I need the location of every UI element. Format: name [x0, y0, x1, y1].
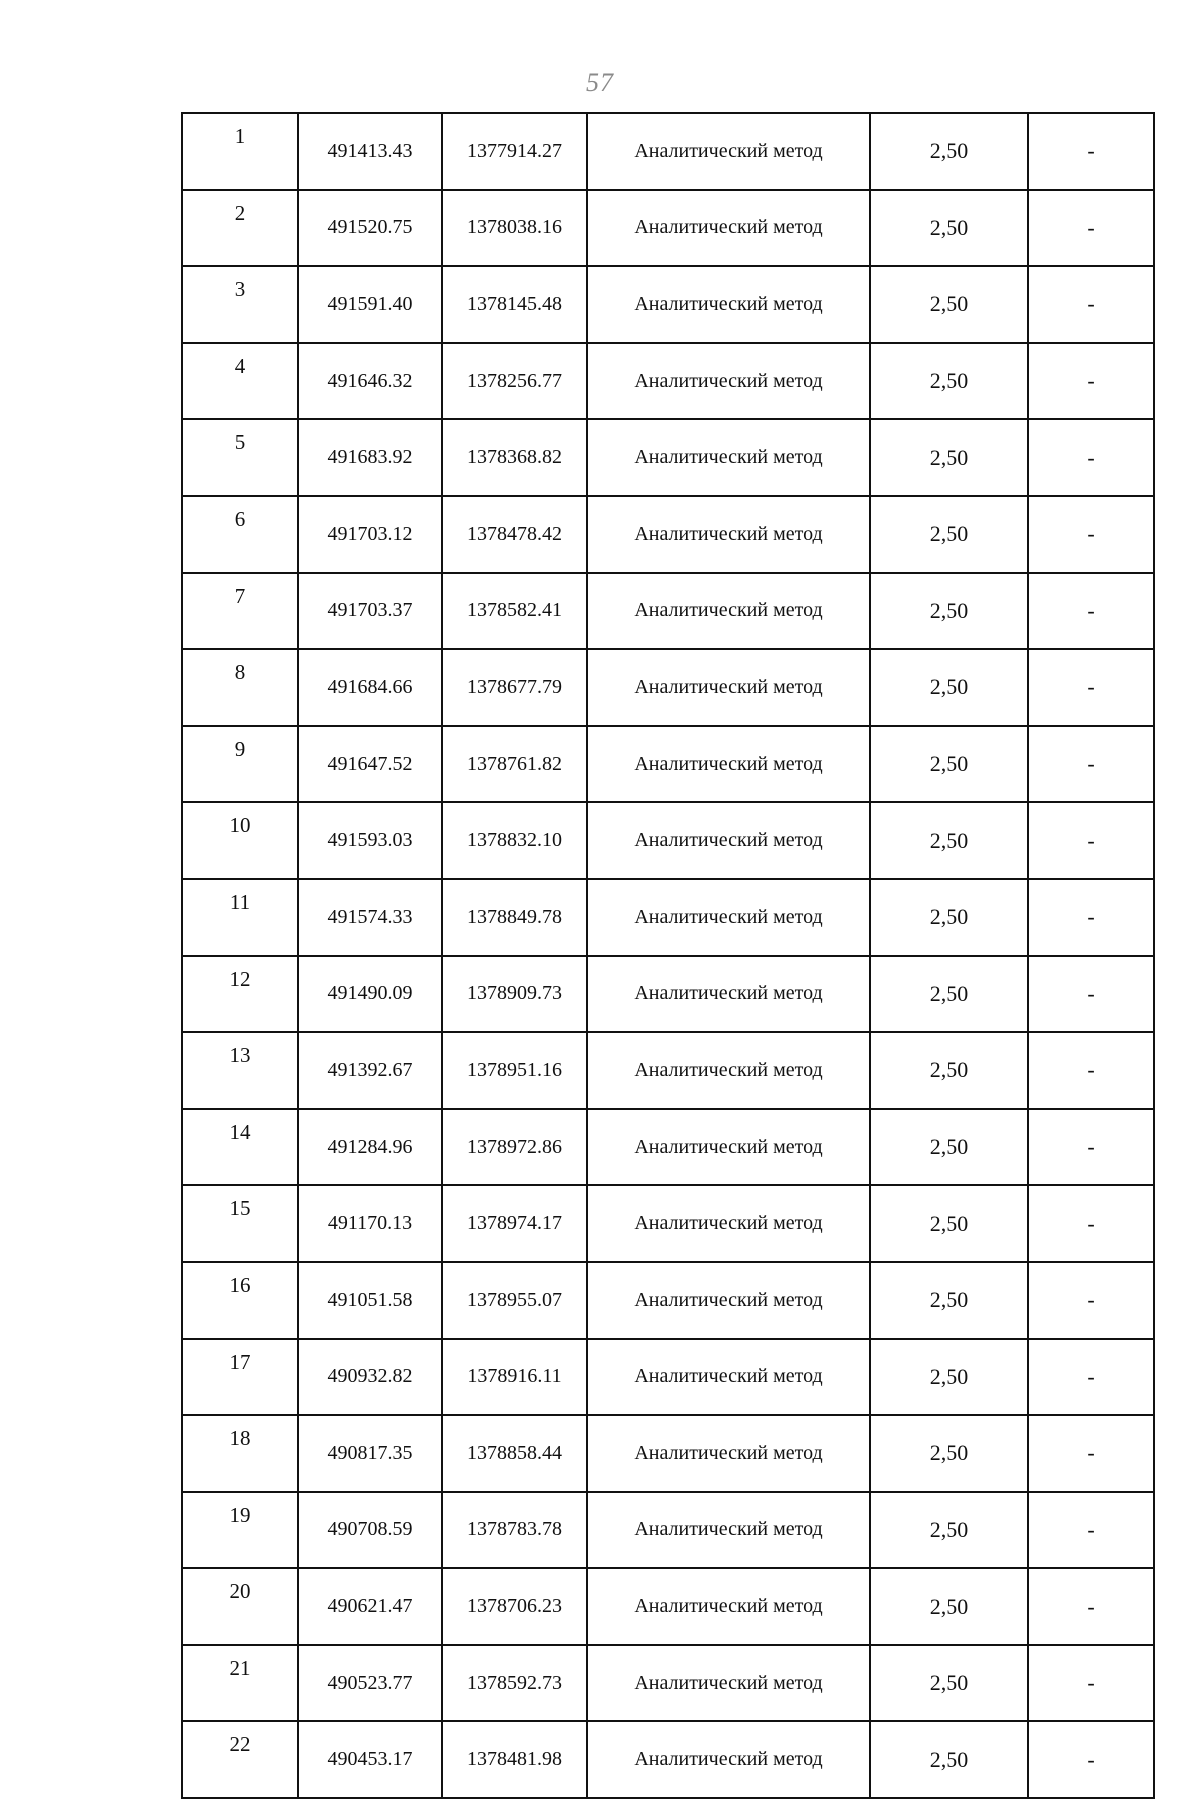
table-row	[182, 1415, 1154, 1492]
y-coordinate-cell: 1378761.82	[442, 726, 587, 803]
accuracy-cell: 2,50	[870, 1262, 1028, 1339]
x-coordinate-cell: 491683.92	[298, 419, 442, 496]
note-cell: -	[1028, 649, 1154, 726]
table-row	[182, 1339, 1154, 1416]
table-row	[182, 726, 1154, 803]
note-cell: -	[1028, 726, 1154, 803]
y-coordinate-cell: 1378478.42	[442, 496, 587, 573]
table-row	[182, 649, 1154, 726]
table-row	[182, 879, 1154, 956]
method-cell: Аналитический метод	[587, 1645, 870, 1722]
note-cell: -	[1028, 879, 1154, 956]
point-number-cell: 22	[182, 1721, 298, 1798]
method-cell: Аналитический метод	[587, 879, 870, 956]
x-coordinate-cell: 491520.75	[298, 190, 442, 267]
y-coordinate-cell: 1378145.48	[442, 266, 587, 343]
point-number-cell: 17	[182, 1339, 298, 1416]
method-cell: Аналитический метод	[587, 343, 870, 420]
note-cell: -	[1028, 956, 1154, 1033]
method-cell: Аналитический метод	[587, 1339, 870, 1416]
note-cell: -	[1028, 419, 1154, 496]
accuracy-cell: 2,50	[870, 190, 1028, 267]
accuracy-cell: 2,50	[870, 1721, 1028, 1798]
x-coordinate-cell: 491574.33	[298, 879, 442, 956]
accuracy-cell: 2,50	[870, 1645, 1028, 1722]
page-number: 57	[586, 68, 614, 97]
method-cell: Аналитический метод	[587, 190, 870, 267]
point-number-cell: 21	[182, 1645, 298, 1722]
note-cell: -	[1028, 1645, 1154, 1722]
table-row	[182, 1032, 1154, 1109]
point-number-cell: 4	[182, 343, 298, 420]
y-coordinate-cell: 1378481.98	[442, 1721, 587, 1798]
y-coordinate-cell: 1377914.27	[442, 113, 587, 190]
point-number-cell: 16	[182, 1262, 298, 1339]
method-cell: Аналитический метод	[587, 573, 870, 650]
y-coordinate-cell: 1378677.79	[442, 649, 587, 726]
y-coordinate-cell: 1378256.77	[442, 343, 587, 420]
coordinates-table	[181, 112, 1155, 1799]
x-coordinate-cell: 491392.67	[298, 1032, 442, 1109]
point-number-cell: 15	[182, 1185, 298, 1262]
x-coordinate-cell: 491490.09	[298, 956, 442, 1033]
y-coordinate-cell: 1378582.41	[442, 573, 587, 650]
method-cell: Аналитический метод	[587, 1032, 870, 1109]
method-cell: Аналитический метод	[587, 1415, 870, 1492]
note-cell: -	[1028, 190, 1154, 267]
y-coordinate-cell: 1378909.73	[442, 956, 587, 1033]
point-number-cell: 8	[182, 649, 298, 726]
x-coordinate-cell: 490817.35	[298, 1415, 442, 1492]
note-cell: -	[1028, 1415, 1154, 1492]
x-coordinate-cell: 490621.47	[298, 1568, 442, 1645]
x-coordinate-cell: 491591.40	[298, 266, 442, 343]
accuracy-cell: 2,50	[870, 956, 1028, 1033]
x-coordinate-cell: 490708.59	[298, 1492, 442, 1569]
point-number-cell: 13	[182, 1032, 298, 1109]
point-number-cell: 14	[182, 1109, 298, 1186]
method-cell: Аналитический метод	[587, 1721, 870, 1798]
accuracy-cell: 2,50	[870, 1339, 1028, 1416]
note-cell: -	[1028, 1262, 1154, 1339]
y-coordinate-cell: 1378951.16	[442, 1032, 587, 1109]
table-row	[182, 1109, 1154, 1186]
accuracy-cell: 2,50	[870, 1109, 1028, 1186]
x-coordinate-cell: 491170.13	[298, 1185, 442, 1262]
note-cell: -	[1028, 266, 1154, 343]
method-cell: Аналитический метод	[587, 1109, 870, 1186]
table-row	[182, 802, 1154, 879]
note-cell: -	[1028, 1339, 1154, 1416]
accuracy-cell: 2,50	[870, 1492, 1028, 1569]
y-coordinate-cell: 1378038.16	[442, 190, 587, 267]
table-row	[182, 343, 1154, 420]
point-number-cell: 18	[182, 1415, 298, 1492]
note-cell: -	[1028, 573, 1154, 650]
note-cell: -	[1028, 802, 1154, 879]
x-coordinate-cell: 490932.82	[298, 1339, 442, 1416]
method-cell: Аналитический метод	[587, 1185, 870, 1262]
x-coordinate-cell: 491593.03	[298, 802, 442, 879]
note-cell: -	[1028, 1032, 1154, 1109]
accuracy-cell: 2,50	[870, 266, 1028, 343]
table-row	[182, 1185, 1154, 1262]
y-coordinate-cell: 1378592.73	[442, 1645, 587, 1722]
x-coordinate-cell: 491703.37	[298, 573, 442, 650]
accuracy-cell: 2,50	[870, 726, 1028, 803]
x-coordinate-cell: 491647.52	[298, 726, 442, 803]
point-number-cell: 19	[182, 1492, 298, 1569]
accuracy-cell: 2,50	[870, 1185, 1028, 1262]
y-coordinate-cell: 1378955.07	[442, 1262, 587, 1339]
point-number-cell: 6	[182, 496, 298, 573]
method-cell: Аналитический метод	[587, 113, 870, 190]
table-row	[182, 1721, 1154, 1798]
point-number-cell: 9	[182, 726, 298, 803]
accuracy-cell: 2,50	[870, 649, 1028, 726]
y-coordinate-cell: 1378368.82	[442, 419, 587, 496]
coordinates-table-body	[182, 113, 1154, 1798]
method-cell: Аналитический метод	[587, 726, 870, 803]
table-row	[182, 1645, 1154, 1722]
table-row	[182, 496, 1154, 573]
y-coordinate-cell: 1378832.10	[442, 802, 587, 879]
accuracy-cell: 2,50	[870, 419, 1028, 496]
table-row	[182, 190, 1154, 267]
note-cell: -	[1028, 1109, 1154, 1186]
x-coordinate-cell: 491051.58	[298, 1262, 442, 1339]
note-cell: -	[1028, 113, 1154, 190]
x-coordinate-cell: 491646.32	[298, 343, 442, 420]
accuracy-cell: 2,50	[870, 113, 1028, 190]
y-coordinate-cell: 1378783.78	[442, 1492, 587, 1569]
accuracy-cell: 2,50	[870, 343, 1028, 420]
y-coordinate-cell: 1378974.17	[442, 1185, 587, 1262]
x-coordinate-cell: 490453.17	[298, 1721, 442, 1798]
table-row	[182, 266, 1154, 343]
method-cell: Аналитический метод	[587, 1568, 870, 1645]
note-cell: -	[1028, 343, 1154, 420]
table-row	[182, 1262, 1154, 1339]
accuracy-cell: 2,50	[870, 1568, 1028, 1645]
note-cell: -	[1028, 496, 1154, 573]
method-cell: Аналитический метод	[587, 419, 870, 496]
y-coordinate-cell: 1378849.78	[442, 879, 587, 956]
method-cell: Аналитический метод	[587, 956, 870, 1033]
table-row	[182, 1568, 1154, 1645]
point-number-cell: 3	[182, 266, 298, 343]
method-cell: Аналитический метод	[587, 649, 870, 726]
method-cell: Аналитический метод	[587, 266, 870, 343]
method-cell: Аналитический метод	[587, 496, 870, 573]
accuracy-cell: 2,50	[870, 802, 1028, 879]
accuracy-cell: 2,50	[870, 879, 1028, 956]
y-coordinate-cell: 1378858.44	[442, 1415, 587, 1492]
table-row	[182, 113, 1154, 190]
accuracy-cell: 2,50	[870, 1415, 1028, 1492]
point-number-cell: 5	[182, 419, 298, 496]
y-coordinate-cell: 1378972.86	[442, 1109, 587, 1186]
point-number-cell: 10	[182, 802, 298, 879]
table-row	[182, 573, 1154, 650]
note-cell: -	[1028, 1492, 1154, 1569]
table-row	[182, 1492, 1154, 1569]
x-coordinate-cell: 490523.77	[298, 1645, 442, 1722]
table-row	[182, 419, 1154, 496]
x-coordinate-cell: 491684.66	[298, 649, 442, 726]
note-cell: -	[1028, 1185, 1154, 1262]
point-number-cell: 2	[182, 190, 298, 267]
accuracy-cell: 2,50	[870, 573, 1028, 650]
x-coordinate-cell: 491413.43	[298, 113, 442, 190]
y-coordinate-cell: 1378706.23	[442, 1568, 587, 1645]
accuracy-cell: 2,50	[870, 1032, 1028, 1109]
accuracy-cell: 2,50	[870, 496, 1028, 573]
method-cell: Аналитический метод	[587, 1262, 870, 1339]
note-cell: -	[1028, 1721, 1154, 1798]
table-row	[182, 956, 1154, 1033]
point-number-cell: 12	[182, 956, 298, 1033]
method-cell: Аналитический метод	[587, 1492, 870, 1569]
x-coordinate-cell: 491284.96	[298, 1109, 442, 1186]
method-cell: Аналитический метод	[587, 802, 870, 879]
point-number-cell: 20	[182, 1568, 298, 1645]
note-cell: -	[1028, 1568, 1154, 1645]
x-coordinate-cell: 491703.12	[298, 496, 442, 573]
point-number-cell: 7	[182, 573, 298, 650]
y-coordinate-cell: 1378916.11	[442, 1339, 587, 1416]
point-number-cell: 11	[182, 879, 298, 956]
point-number-cell: 1	[182, 113, 298, 190]
